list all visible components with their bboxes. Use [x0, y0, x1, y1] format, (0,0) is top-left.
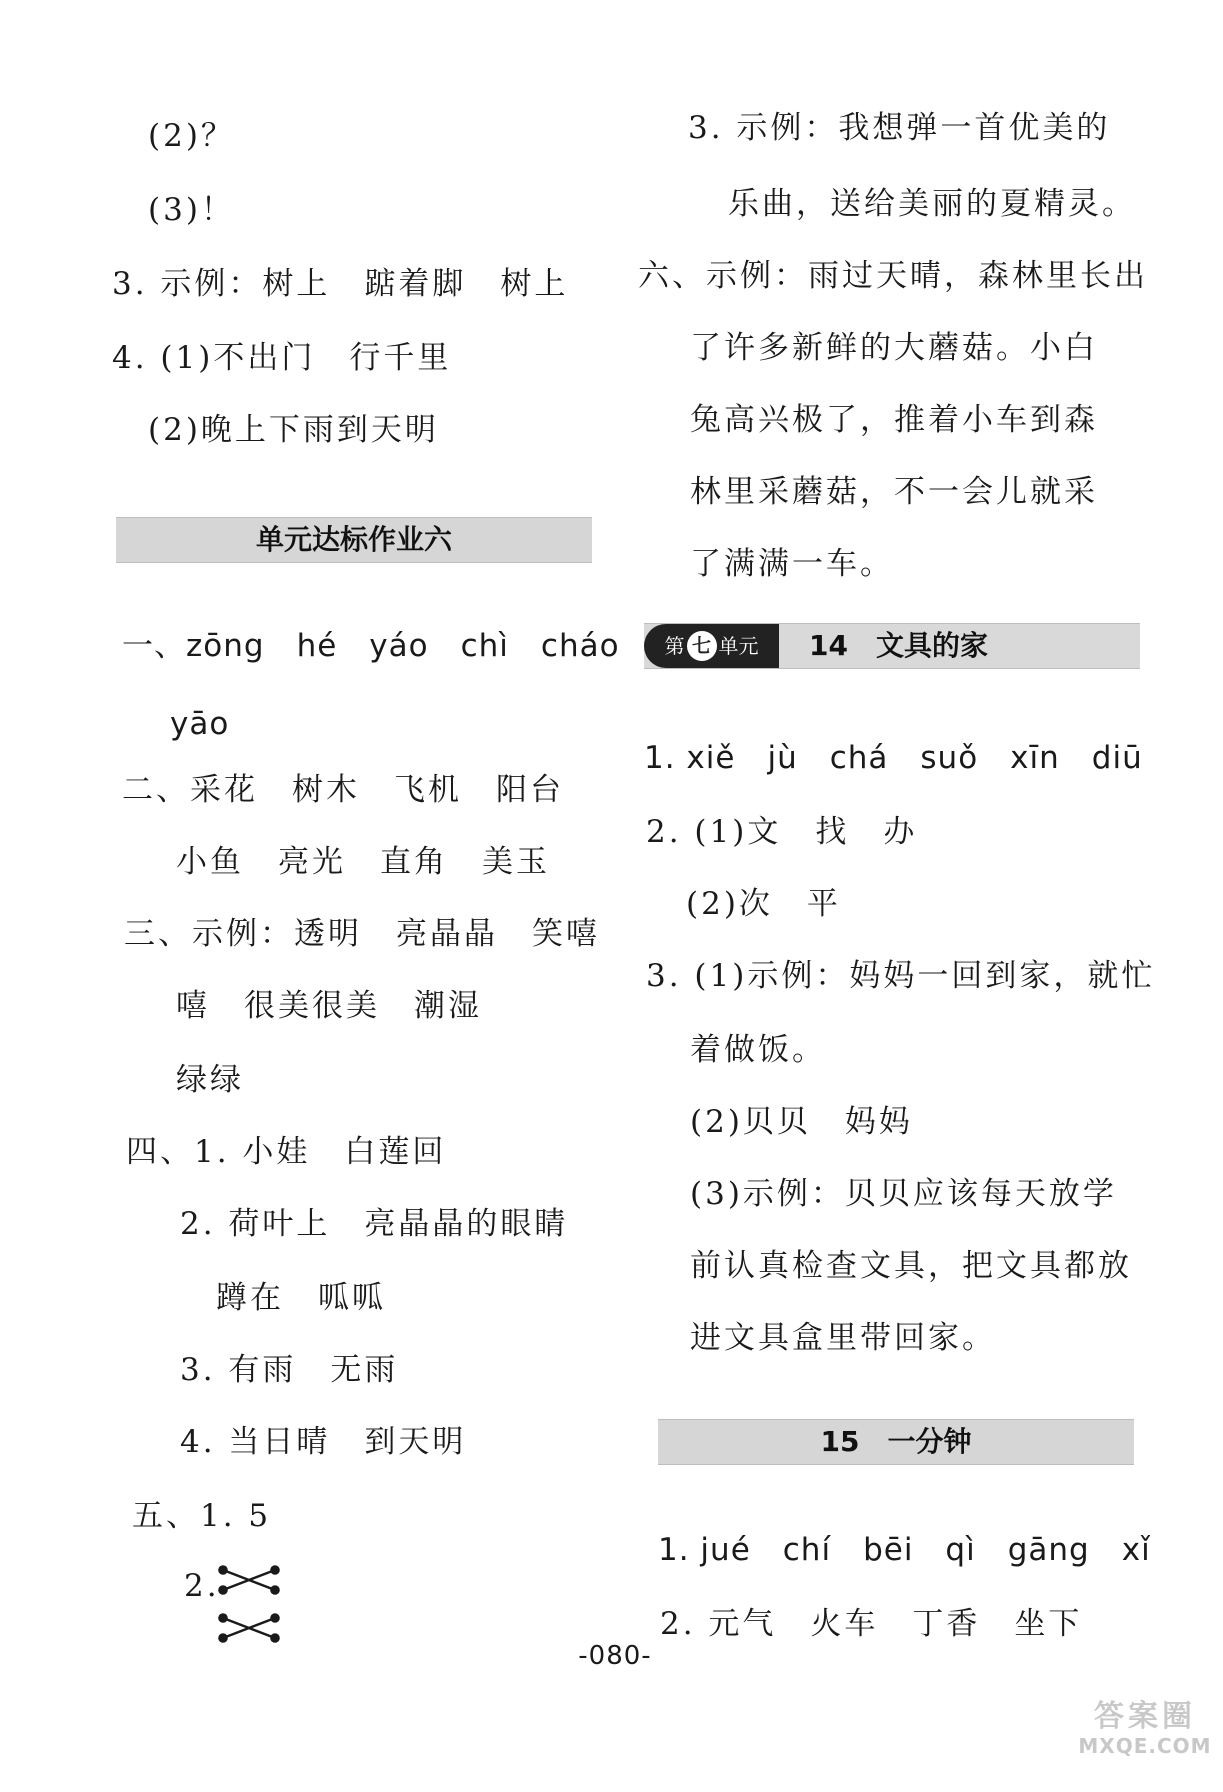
answer-line: (2)贝贝 妈妈: [690, 1104, 913, 1140]
lesson-title: 14 文具的家: [809, 629, 988, 662]
answer-line: 3. 有雨 无雨: [180, 1352, 399, 1388]
answer-line: 四、1. 小娃 白莲回: [126, 1134, 447, 1170]
answer-line: 二、采花 树木 飞机 阳台: [122, 772, 564, 808]
answer-line: 五、1. 5: [132, 1498, 272, 1534]
lesson-banner: [644, 623, 1140, 669]
answer-line: 乐曲，送给美丽的夏精灵。: [728, 186, 1136, 222]
section-title: 单元达标作业六: [255, 523, 452, 556]
unit-number: 七: [687, 631, 717, 661]
unit-badge: [644, 624, 779, 668]
lesson-title: 15 一分钟: [820, 1425, 972, 1458]
answer-line: 3. 示例：我想弹一首优美的: [688, 110, 1111, 146]
answer-line: 小鱼 亮光 直角 美玉: [176, 844, 550, 880]
pinyin-line: 1. jué chí bēi qì gāng xǐ: [658, 1532, 1151, 1568]
page-number: -080-: [578, 1641, 652, 1671]
watermark-logo: [1070, 1700, 1220, 1758]
answer-line: (2)？: [148, 118, 235, 154]
answer-line: 2.: [184, 1568, 220, 1604]
answer-line: 进文具盒里带回家。: [690, 1320, 996, 1356]
answer-line: 林里采蘑菇，不一会儿就采: [690, 474, 1098, 510]
answer-line: (2)次 平: [686, 886, 841, 922]
answer-line: (3)！: [148, 192, 235, 228]
answer-line: 2. 元气 火车 丁香 坐下: [660, 1606, 1083, 1642]
answer-line: 3. 示例：树上 踮着脚 树上: [112, 266, 569, 302]
section-banner: [116, 517, 592, 563]
unit-suffix: 单元: [718, 634, 759, 658]
unit-prefix: 第: [664, 634, 685, 658]
answer-line: 4. 当日晴 到天明: [180, 1424, 467, 1460]
answer-line: 着做饭。: [690, 1032, 826, 1068]
answer-line: 三、示例：透明 亮晶晶 笑嘻: [124, 916, 600, 952]
watermark-text: 答案圈: [1094, 1699, 1196, 1734]
answer-line: 了满满一车。: [690, 546, 894, 582]
pinyin-line: yāo: [170, 706, 230, 742]
answer-line: 3. (1)示例：妈妈一回到家，就忙: [646, 958, 1156, 994]
answer-line: (3)示例：贝贝应该每天放学: [690, 1176, 1117, 1212]
answer-line: 兔高兴极了，推着小车到森: [690, 402, 1098, 438]
answer-line: 2. (1)文 找 办: [646, 814, 918, 850]
answer-line: 4. (1)不出门 行千里: [112, 340, 452, 376]
watermark-url: MXQE.COM: [1078, 1734, 1212, 1758]
answer-line: 蹲在 呱呱: [216, 1280, 386, 1316]
answer-line: 绿绿: [176, 1062, 244, 1098]
answer-line: 2. 荷叶上 亮晶晶的眼睛: [180, 1206, 569, 1242]
pinyin-line: 一、zōng hé yáo chì cháo: [122, 628, 620, 664]
answer-line: (2)晚上下雨到天明: [148, 412, 439, 448]
answer-line: 六、示例：雨过天晴，森林里长出: [638, 258, 1148, 294]
answer-line: 了许多新鲜的大蘑菇。小白: [690, 330, 1098, 366]
answer-line: 嘻 很美很美 潮湿: [176, 988, 482, 1024]
pinyin-line: 1. xiě jù chá suǒ xīn diū: [644, 740, 1143, 776]
answer-line: 前认真检查文具，把文具都放: [690, 1248, 1132, 1284]
lesson-banner: [658, 1419, 1134, 1465]
matching-lines-diagram: [218, 1562, 282, 1646]
